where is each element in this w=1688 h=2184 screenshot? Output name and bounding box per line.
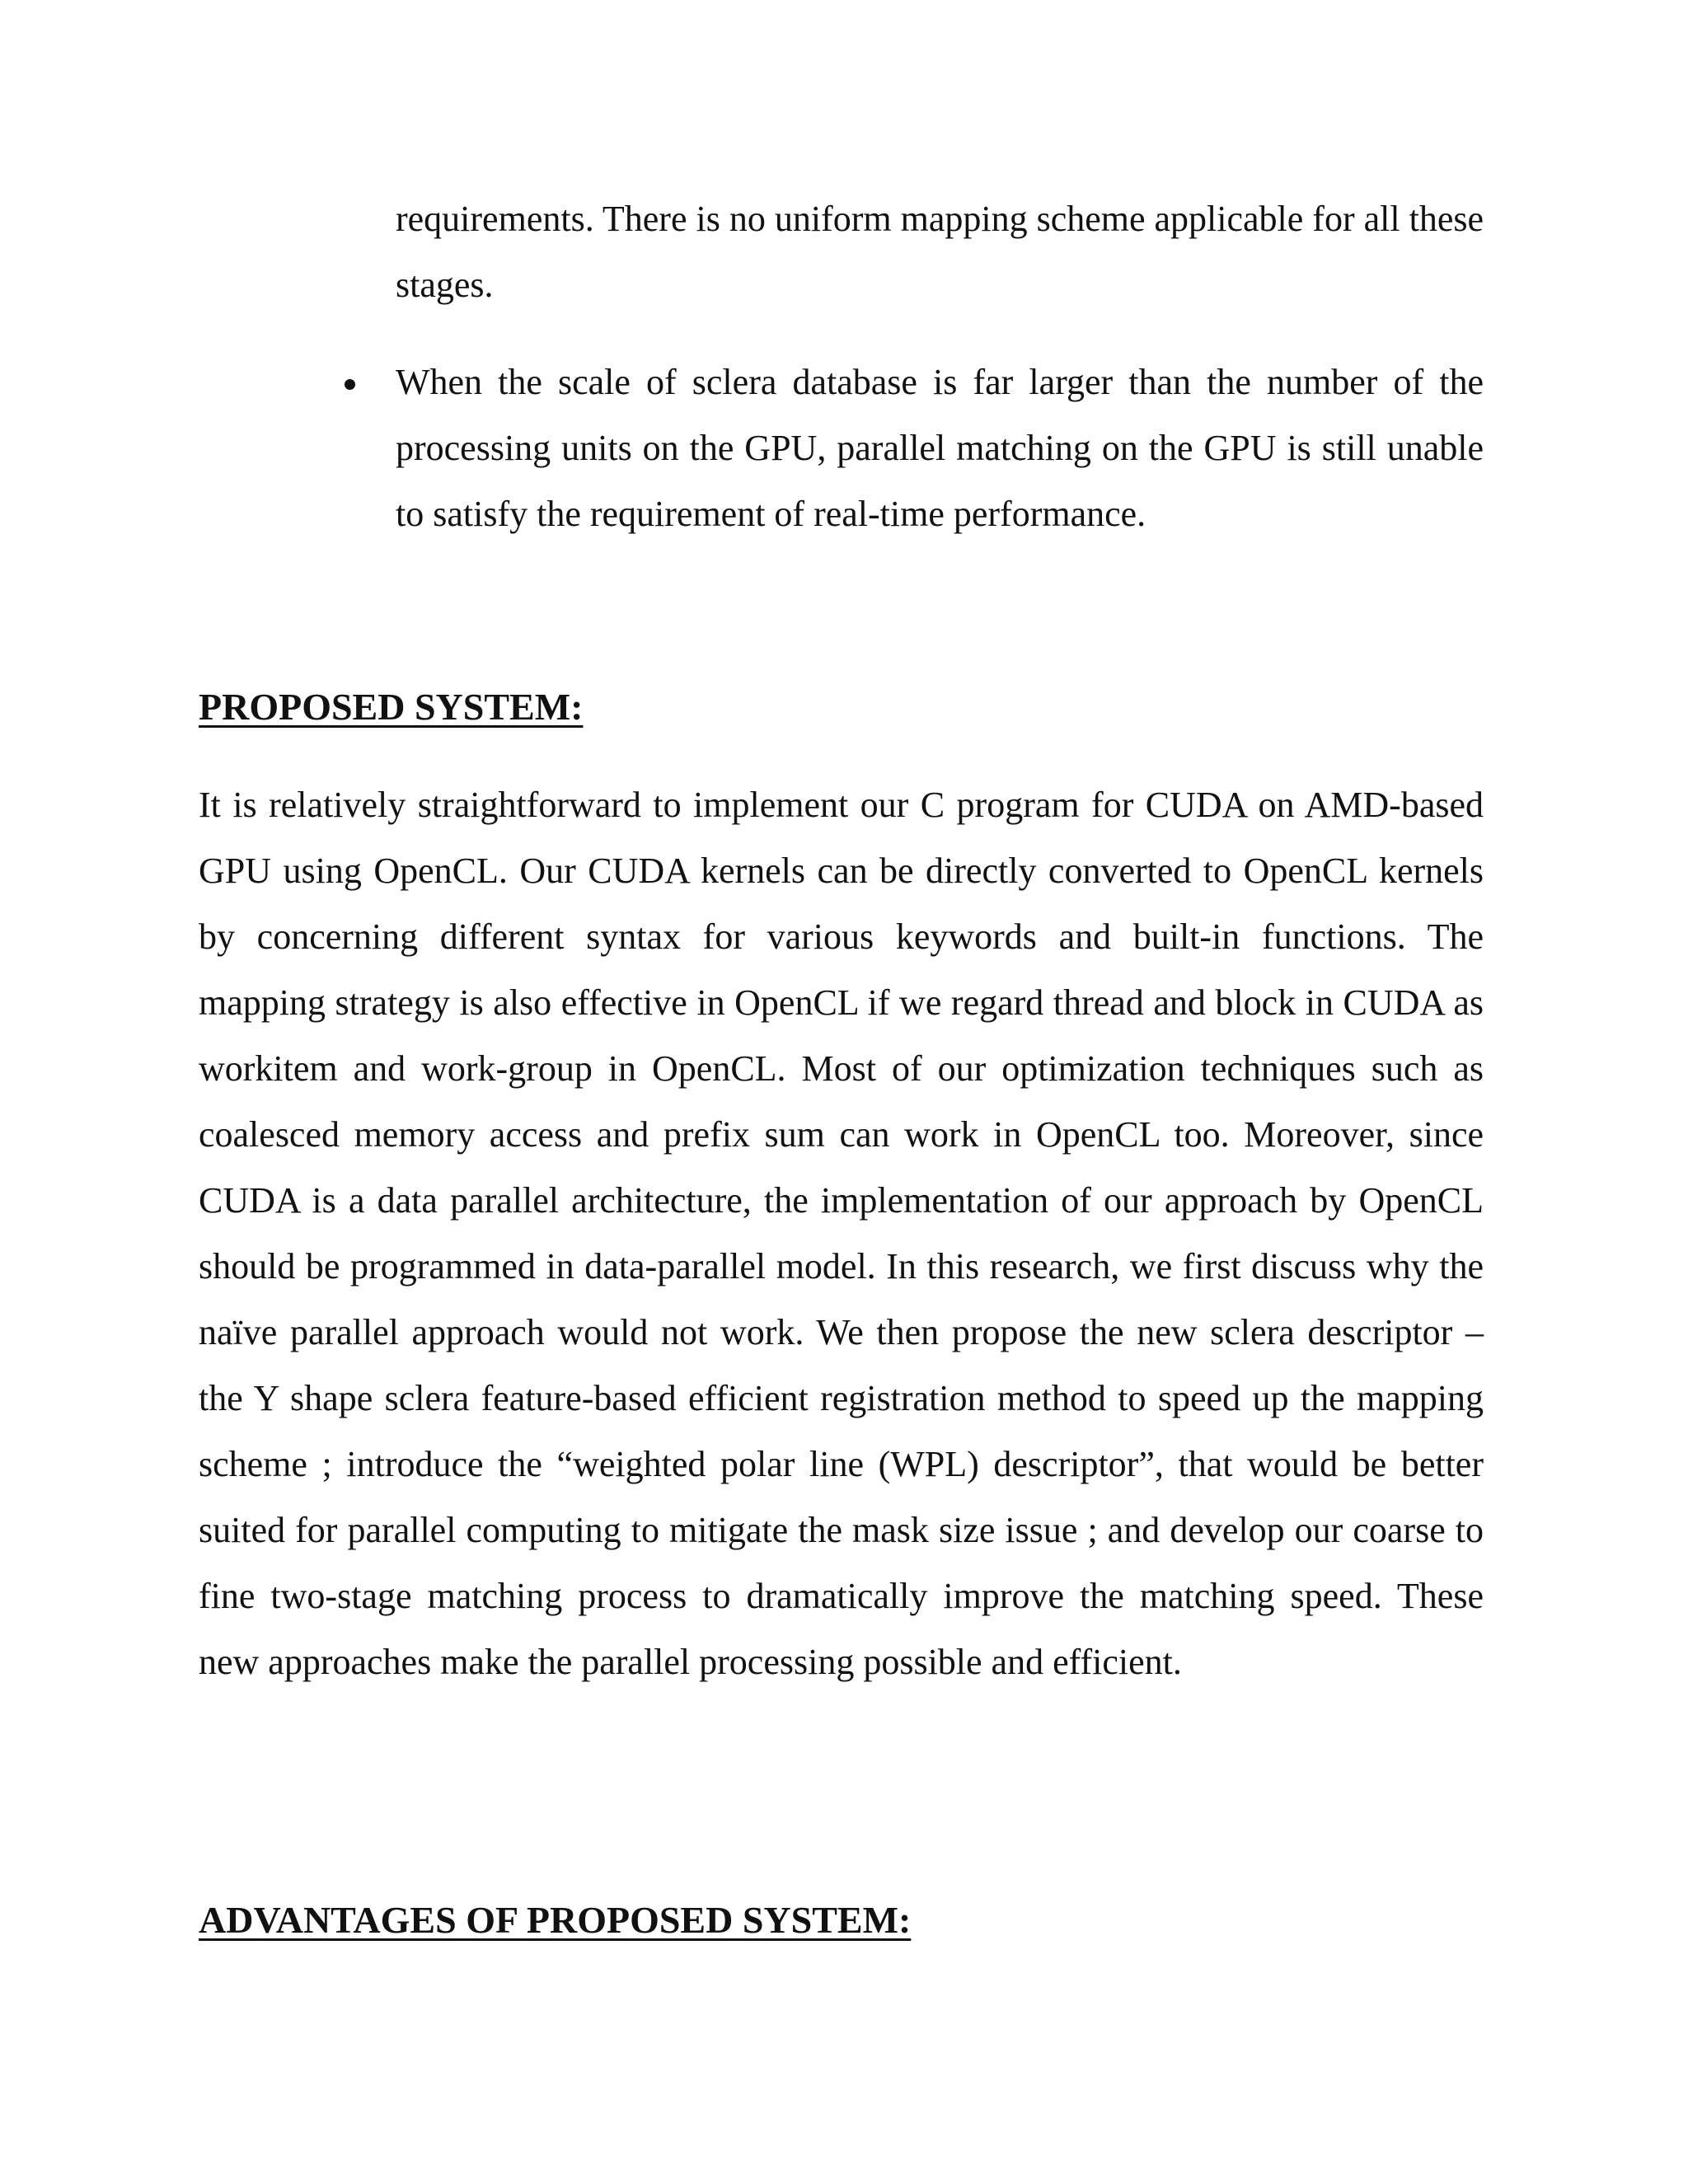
advantages-heading: ADVANTAGES OF PROPOSED SYSTEM:: [199, 1899, 912, 1941]
bullet-dot-icon: [345, 379, 355, 390]
proposed-system-heading: PROPOSED SYSTEM:: [199, 686, 584, 728]
proposed-system-paragraph: It is relatively straightforward to implement our C program for CUDA on AMD-based GPU using OpenCL. Our CUDA kernels can be directly converted to OpenCL kernels by concerning different syntax for various keywords and built-in functions. The mapping strategy is also effective in OpenCL if we regard thread and block in CUDA as workitem and work-group in OpenCL. Most of our optimization techniques such as coalesced memory access and prefix sum can work in OpenCL too. Moreover, since CUDA is a data parallel architecture, the implementation of our approach by OpenCL should be programmed in data-parallel model. In this research, we first discuss why the naïve parallel approach would not work. We then propose the new sclera descriptor – the Y shape sclera feature-based efficient registration method to speed up the mapping scheme ; introduce the “weighted polar line (WPL) descriptor”, that would be better suited for parallel computing to mitigate the mask size issue ; and develop our coarse to fine two-stage matching process to dramatically improve the matching speed. These new approaches make the parallel processing possible and efficient.: [199, 785, 1484, 1682]
bullet-continuation-text: requirements. There is no uniform mapping scheme applicable for all these stages.: [396, 199, 1484, 305]
bullet-item-text: When the scale of sclera database is far larger than the number of the processing units on the GPU, parallel matching on the GPU is still unable to satisfy the requirement of real-time performance.: [396, 362, 1484, 534]
bullet-item: [396, 349, 1484, 547]
